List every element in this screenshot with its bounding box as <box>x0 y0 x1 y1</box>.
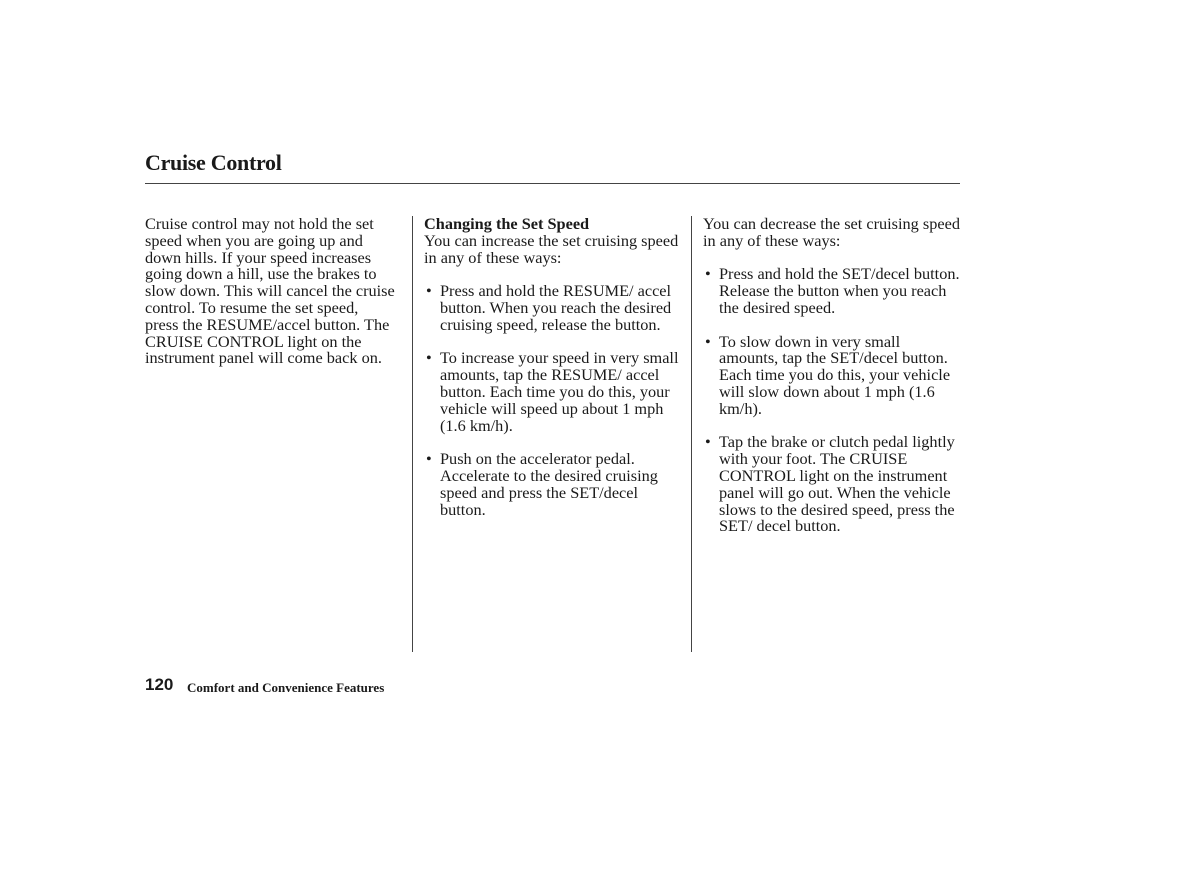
bullet-text: Press and hold the RESUME/ accel button. When you reach the desired cruising speed, release the button. <box>440 281 672 334</box>
column-1 <box>145 216 395 367</box>
bullet-icon: • <box>426 449 432 469</box>
column-divider-left <box>412 216 413 652</box>
bullet-icon: • <box>705 331 711 351</box>
decrease-bullet-list <box>703 266 961 535</box>
title-rule <box>145 183 960 184</box>
bullet-text: Push on the accelerator pedal. Accelerate to the desired cruising speed and press the SET/decel button. <box>440 449 658 519</box>
column-3 <box>703 216 961 535</box>
bullet-item <box>424 451 686 518</box>
increase-intro-paragraph: You can increase the set cruising speed in any of these ways: <box>424 230 679 267</box>
cruise-intro-paragraph: Cruise control may not hold the set speed when you are going up and down hills. If your speed increases going down a hill, use the brakes to slow down. This will cancel the cruise control. To resume the set speed, press the RESUME/accel button. The CRUISE CONTROL light on the instrument panel will come back on. <box>145 214 395 368</box>
column-2 <box>424 216 686 518</box>
page-title: Cruise Control <box>145 150 282 175</box>
bullet-icon: • <box>705 432 711 452</box>
page-number: 120 <box>145 675 174 694</box>
bullet-text: To slow down in very small amounts, tap the SET/decel button. Each time you do this, your vehicle will slow down about 1 mph (1.6 km/h). <box>719 331 951 418</box>
increase-bullet-list <box>424 283 686 518</box>
bullet-icon: • <box>426 281 432 301</box>
section-heading: Changing the Set Speed <box>424 214 590 233</box>
bullet-item <box>703 266 961 316</box>
bullet-icon: • <box>705 264 711 284</box>
bullet-text: Press and hold the SET/decel button. Release the button when you reach the desired speed. <box>719 264 960 317</box>
bullet-icon: • <box>426 348 432 368</box>
bullet-item <box>424 350 686 434</box>
column-divider-right <box>691 216 692 652</box>
bullet-text: To increase your speed in very small amounts, tap the RESUME/ accel button. Each time you do this, your vehicle will speed up about 1 mph (1.6 km/h). <box>440 348 679 435</box>
decrease-intro-paragraph: You can decrease the set cruising speed in any of these ways: <box>703 214 960 250</box>
bullet-item <box>424 283 686 333</box>
footer-section-title: Comfort and Convenience Features <box>187 680 385 695</box>
bullet-item <box>703 331 961 418</box>
bullet-item <box>703 434 961 535</box>
bullet-text: Tap the brake or clutch pedal lightly with your foot. The CRUISE CONTROL light on the instrument panel will go out. When the vehicle slows to the desired speed, press the SET/ decel button. <box>719 432 955 536</box>
